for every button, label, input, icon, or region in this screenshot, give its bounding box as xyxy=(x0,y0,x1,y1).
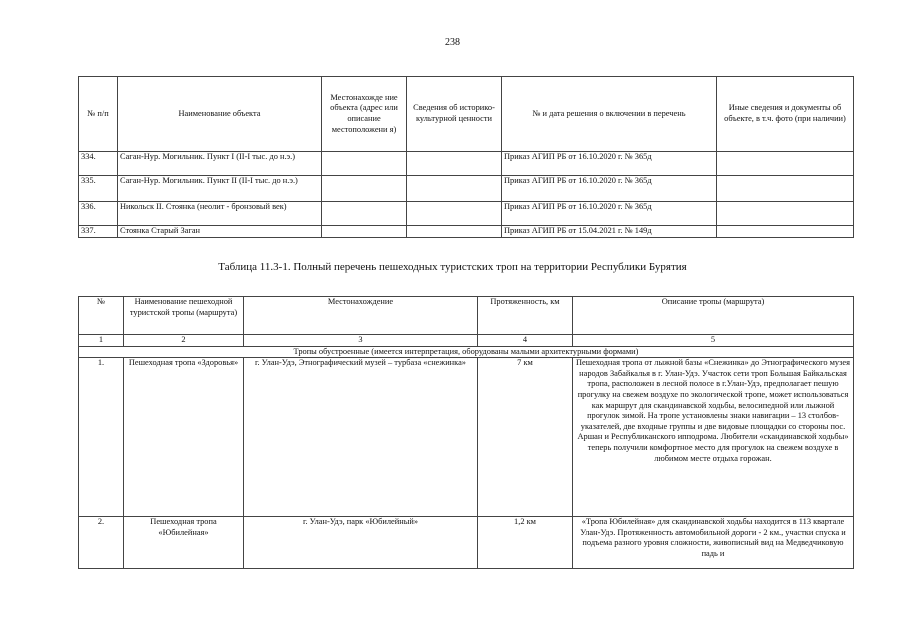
row-value xyxy=(407,152,502,176)
table1-header-location: Местонахожде ние объекта (адрес или описание местоположени я) xyxy=(322,77,407,152)
trail-name: Пешеходная тропа «Юбилейная» xyxy=(124,517,244,569)
row-other xyxy=(717,152,854,176)
table1-header-name: Наименование объекта xyxy=(118,77,322,152)
trail-num: 1. xyxy=(79,358,124,517)
row-decision: Приказ АГИП РБ от 16.10.2020 г. № 365д xyxy=(502,202,717,226)
table-row xyxy=(79,226,854,238)
table1-header-decision: № и дата решения о включении в перечень xyxy=(502,77,717,152)
col-number: 4 xyxy=(478,335,573,347)
row-decision: Приказ АГИП РБ от 16.10.2020 г. № 365д xyxy=(502,152,717,176)
col-number: 3 xyxy=(244,335,478,347)
trail-length: 1,2 км xyxy=(478,517,573,569)
row-num: 337. xyxy=(79,226,118,238)
table1-header-value: Сведения об историко- культурной ценности xyxy=(407,77,502,152)
table2-header-num: № xyxy=(79,297,124,335)
table2-header-description: Описание тропы (маршрута) xyxy=(573,297,854,335)
table-row xyxy=(79,358,854,517)
table1-header-num: № п/п xyxy=(79,77,118,152)
col-number: 2 xyxy=(124,335,244,347)
page-number: 238 xyxy=(445,37,460,48)
row-value xyxy=(407,226,502,238)
row-value xyxy=(407,176,502,202)
table2-caption: Таблица 11.3-1. Полный перечень пешеходных туристских троп на территории Республики Бурятия xyxy=(218,261,687,273)
row-name: Саган-Нур. Могильник. Пункт I (II-I тыс. до н.э.) xyxy=(118,152,322,176)
trail-num: 2. xyxy=(79,517,124,569)
table2-header-name: Наименование пешеходной туристской тропы (маршрута) xyxy=(124,297,244,335)
table-row xyxy=(79,202,854,226)
col-number: 5 xyxy=(573,335,854,347)
table2-header-row xyxy=(79,297,854,335)
table2-header-length: Протяженность, км xyxy=(478,297,573,335)
heritage-objects-table xyxy=(78,76,854,238)
trail-description: «Тропа Юбилейная» для скандинавской ходьбы находится в 113 квартале Улан-Удэ. Протяженность автомобильной дороги - 2 км., участки спуска и подъема разного уровня сложности, живописный вид на Медведчиковую падь и xyxy=(573,517,854,569)
row-location xyxy=(322,202,407,226)
row-num: 334. xyxy=(79,152,118,176)
section-row xyxy=(79,346,854,358)
row-location xyxy=(322,176,407,202)
row-location xyxy=(322,226,407,238)
row-value xyxy=(407,202,502,226)
trail-location: г. Улан-Удэ, Этнографический музей – турбаза «снежинка» xyxy=(244,358,478,517)
row-other xyxy=(717,202,854,226)
row-num: 336. xyxy=(79,202,118,226)
table-row xyxy=(79,176,854,202)
table-row xyxy=(79,152,854,176)
row-num: 335. xyxy=(79,176,118,202)
row-name: Саган-Нур. Могильник. Пункт II (II-I тыс. до н.э.) xyxy=(118,176,322,202)
table2-header-location: Местонахождение xyxy=(244,297,478,335)
trail-description: Пешеходная тропа от лыжной базы «Снежинка» до Этнографического музея народов Забайкалья в г. Улан-Удэ. Участок сети троп Большая Байкальская тропа, расположен в лесной полосе в г.Улан-Удэ, предполагает пешую прогулку на свежем воздухе по экологической тропе, может использоваться как маршрут для скандинавской ходьбы, велосипедной или лыжной прогулок зимой. На тропе установлены знаки навигации – 13 столбов-указателей, две входные группы и две видовые площадки со стороны пос. Аршан и Республиканского ипподрома. Любители «скандинавской ходьбы» теперь получили комфортное место для прогулок на свежем воздухе в любимом месте отдыха горожан. xyxy=(573,358,854,517)
row-decision: Приказ АГИП РБ от 16.10.2020 г. № 365д xyxy=(502,176,717,202)
table1-header-row xyxy=(79,77,854,152)
row-other xyxy=(717,176,854,202)
trail-location: г. Улан-Удэ, парк «Юбилейный» xyxy=(244,517,478,569)
row-name: Никольск II. Стоянка (неолит - бронзовый век) xyxy=(118,202,322,226)
trail-length: 7 км xyxy=(478,358,573,517)
trail-name: Пешеходная тропа «Здоровья» xyxy=(124,358,244,517)
hiking-trails-table xyxy=(78,296,854,569)
row-location xyxy=(322,152,407,176)
table1-header-other: Иные сведения и документы об объекте, в т.ч. фото (при наличии) xyxy=(717,77,854,152)
row-name: Стоянка Старый Заган xyxy=(118,226,322,238)
row-other xyxy=(717,226,854,238)
table2-column-numbers-row xyxy=(79,335,854,347)
section-title: Тропы обустроенные (имеется интерпретация, оборудованы малыми архитектурными формами) xyxy=(79,346,854,358)
col-number: 1 xyxy=(79,335,124,347)
table-row xyxy=(79,517,854,569)
row-decision: Приказ АГИП РБ от 15.04.2021 г. № 149д xyxy=(502,226,717,238)
